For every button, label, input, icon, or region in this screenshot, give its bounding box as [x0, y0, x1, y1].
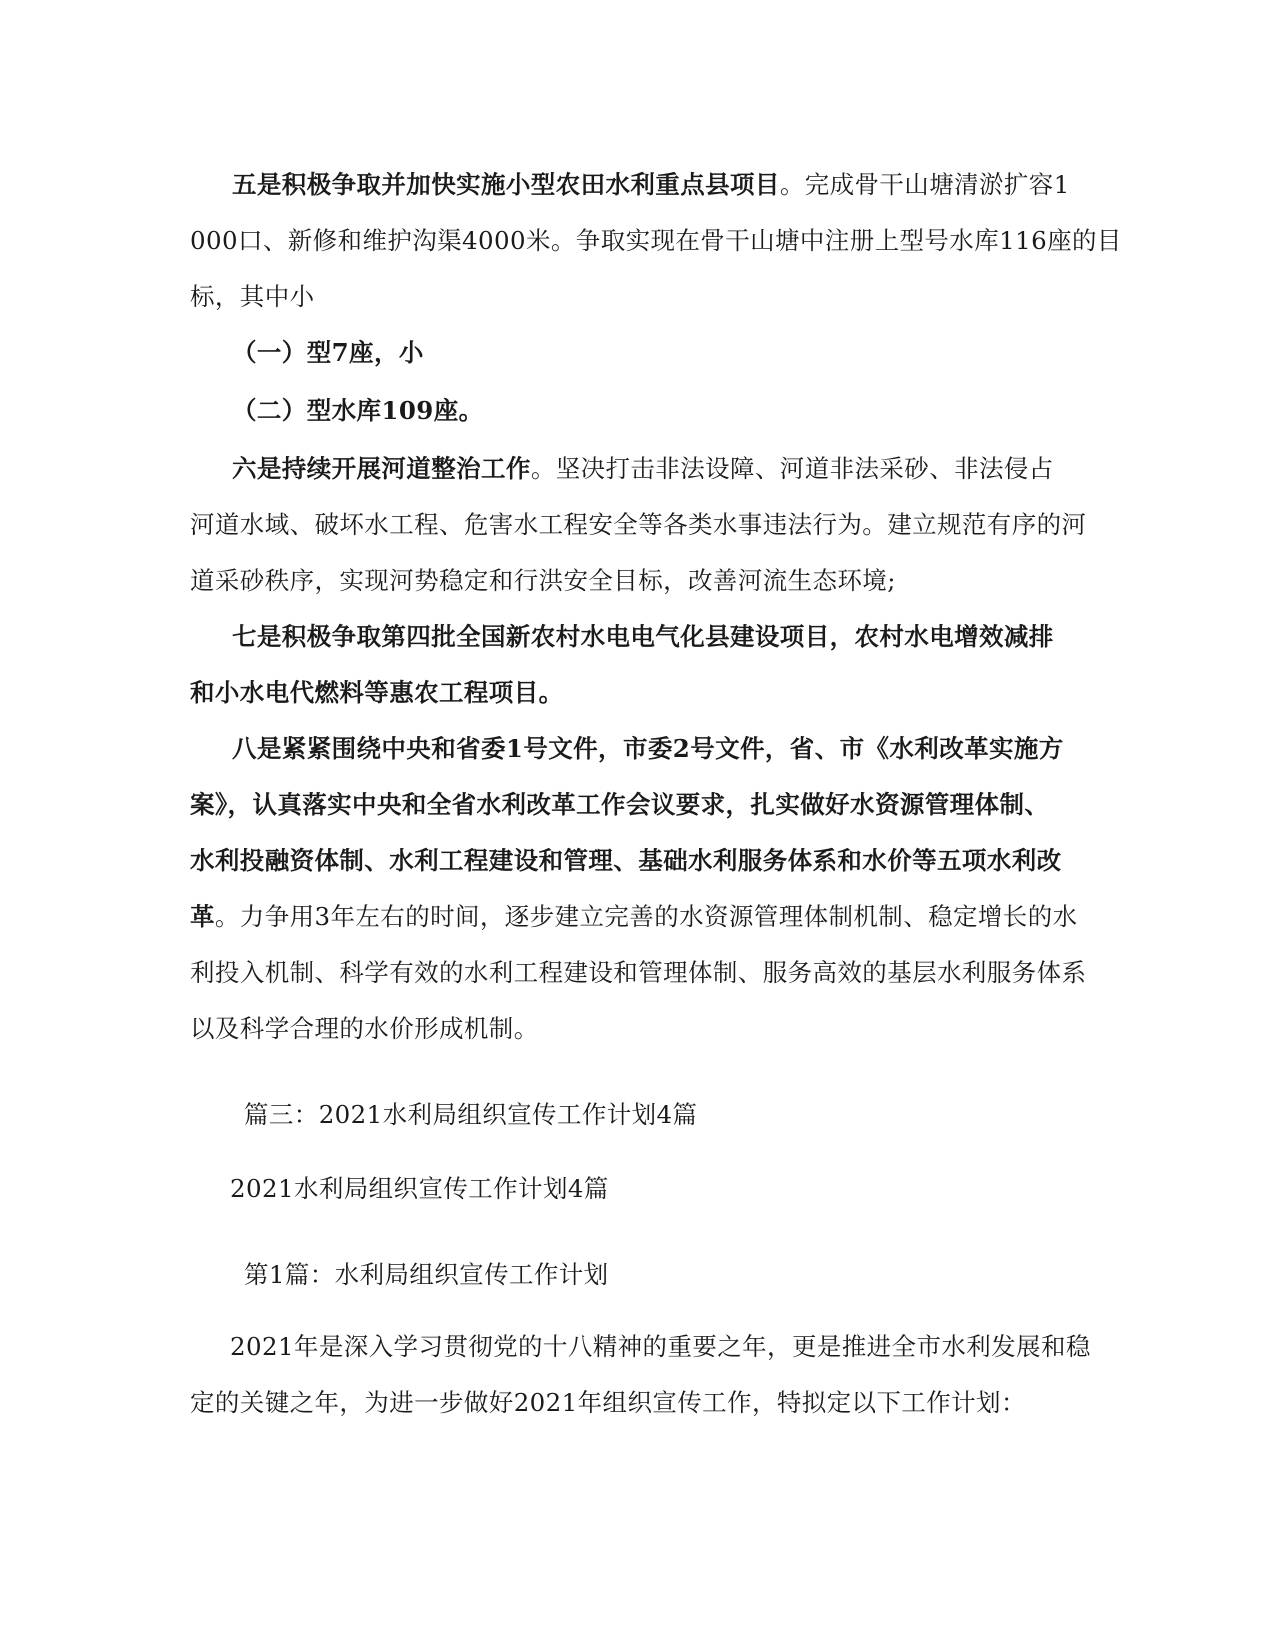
p8-line-6: 以及科学合理的水价形成机制。 — [190, 1014, 539, 1043]
part-1-heading: 第1篇：水利局组织宣传工作计划 — [244, 1260, 609, 1289]
section-3-heading: 篇三：2021水利局组织宣传工作计划4篇 — [244, 1100, 698, 1129]
p6-line-2: 河道水域、破坏水工程、危害水工程安全等各类水事违法行为。建立规范有序的河 — [190, 510, 1087, 539]
intro-line-2: 定的关键之年，为进一步做好2021年组织宣传工作，特拟定以下工作计划： — [190, 1388, 1026, 1417]
p8-line-5: 利投入机制、科学有效的水利工程建设和管理体制、服务高效的基层水利服务体系 — [190, 958, 1087, 987]
p8-line-4-bold: 革 — [190, 902, 215, 931]
p6-line-1 — [232, 454, 1054, 484]
p7-line-1: 七是积极争取第四批全国新农村水电电气化县建设项目，农村水电增效减排 — [232, 622, 1054, 651]
p5-line-3: 标，其中小 — [190, 282, 315, 311]
p8-line-3: 水利投融资体制、水利工程建设和管理、基础水利服务体系和水价等五项水利改 — [190, 846, 1062, 875]
list-item-1: （一）型7座，小 — [232, 338, 424, 367]
p5-bold-lead: 五是积极争取并加快实施小型农田水利重点县项目 — [232, 170, 780, 199]
p5-rest: 。完成骨干山塘清淤扩容1 — [779, 170, 1070, 199]
p6-rest: 。坚决打击非法设障、河道非法采砂、非法侵占 — [530, 454, 1054, 483]
p8-line-4-rest: 。力争用3年左右的时间，逐步建立完善的水资源管理体制机制、稳定增长的水 — [214, 902, 1078, 931]
list-item-2: （二）型水库109座。 — [232, 396, 484, 425]
p5-line-2: 000口、新修和维护沟渠4000米。争取实现在骨干山塘中注册上型号水库116座的目 — [190, 226, 1122, 255]
p5-line-1 — [232, 170, 1070, 200]
intro-line-1: 2021年是深入学习贯彻党的十八精神的重要之年，更是推进全市水利发展和稳 — [230, 1332, 1091, 1361]
document-title: 2021水利局组织宣传工作计划4篇 — [230, 1174, 609, 1203]
p7-line-2: 和小水电代燃料等惠农工程项目。 — [190, 678, 564, 707]
p6-bold-lead: 六是持续开展河道整治工作 — [232, 454, 531, 483]
p6-line-3: 道采砂秩序，实现河势稳定和行洪安全目标，改善河流生态环境; — [190, 566, 896, 595]
p8-line-4 — [190, 902, 1078, 932]
p8-line-2: 案》，认真落实中央和全省水利改革工作会议要求，扎实做好水资源管理体制、 — [190, 790, 1050, 819]
p8-line-1: 八是紧紧围绕中央和省委1号文件，市委2号文件，省、市《水利改革实施方 — [232, 734, 1064, 763]
